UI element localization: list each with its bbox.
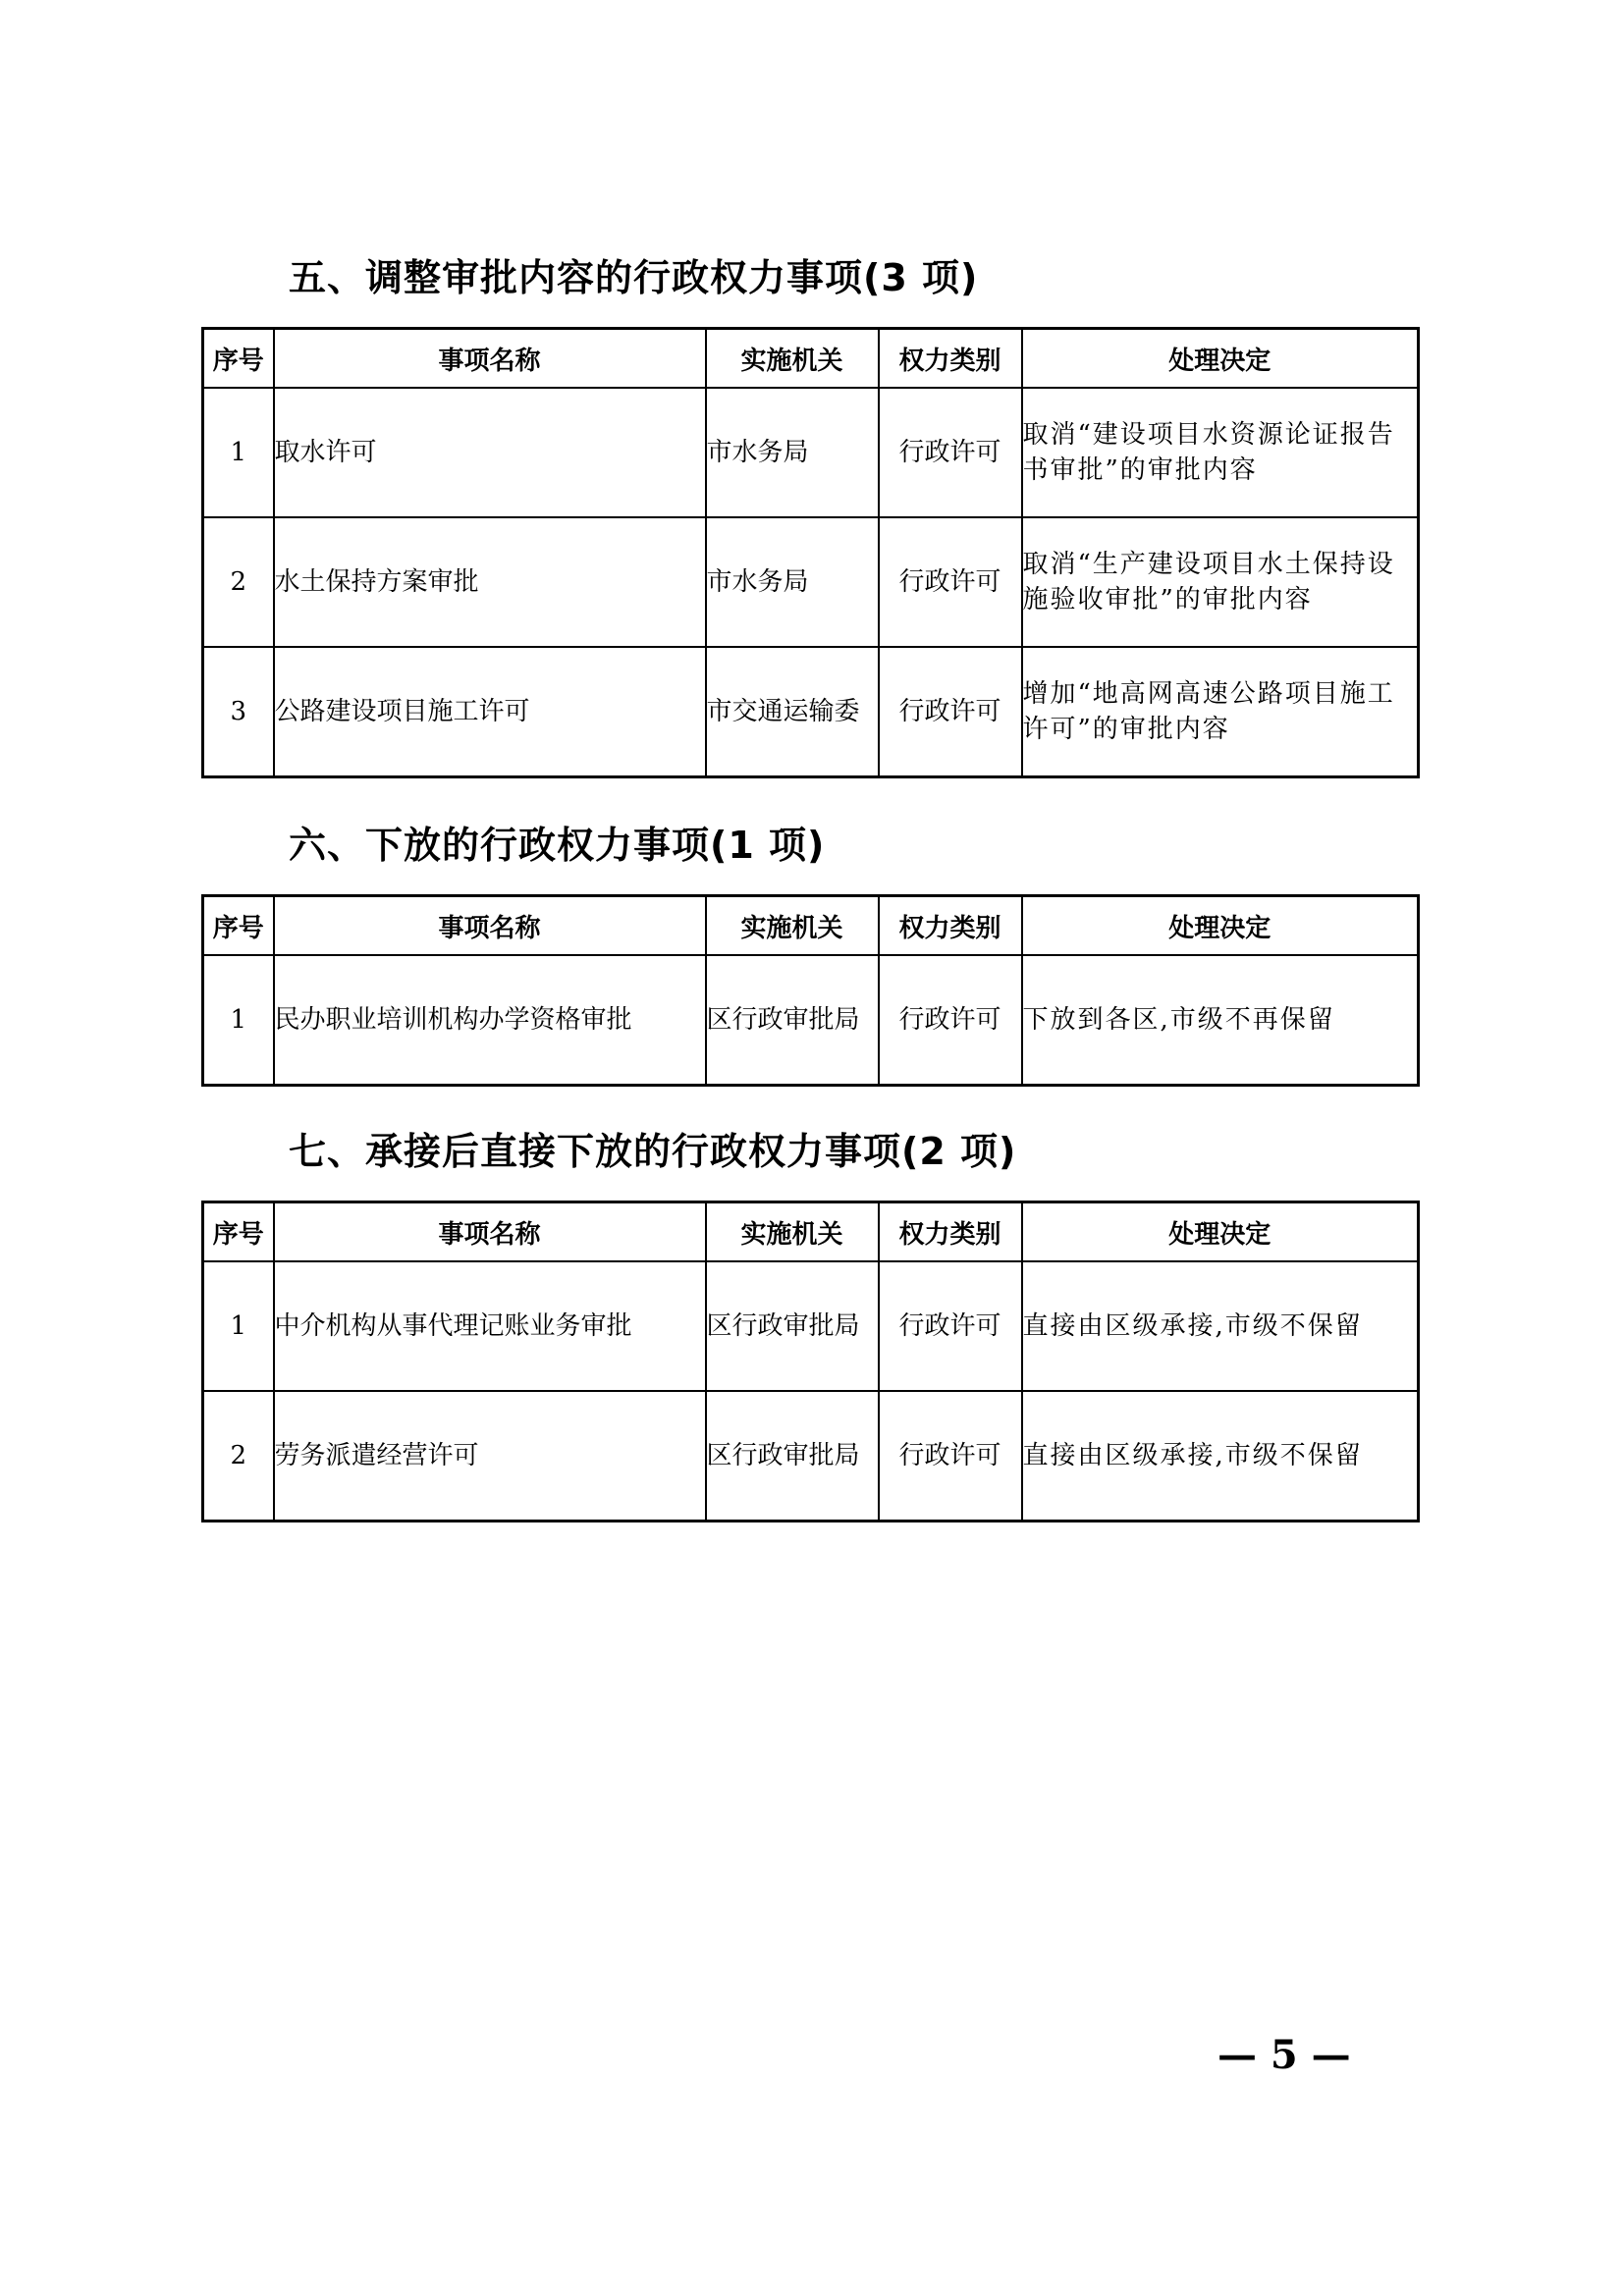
cell-agency: 区行政审批局: [706, 955, 879, 1086]
section-5-heading: 五、调整审批内容的行政权力事项(3 项): [289, 256, 979, 299]
cell-no: 1: [203, 1261, 274, 1391]
section-7-table: [201, 1201, 1420, 1522]
col-header-type: 权力类别: [879, 896, 1022, 956]
header-row: [203, 329, 1419, 389]
col-header-name: 事项名称: [274, 896, 706, 956]
section-6-table: [201, 894, 1420, 1087]
col-header-no: 序号: [203, 329, 274, 389]
col-header-decision: 处理决定: [1022, 329, 1419, 389]
cell-type: 行政许可: [879, 1391, 1022, 1522]
table-row: [203, 1391, 1419, 1522]
cell-decision: 直接由区级承接,市级不保留: [1022, 1261, 1419, 1391]
section-6-heading: 六、下放的行政权力事项(1 项): [289, 824, 826, 867]
table-row: [203, 517, 1419, 647]
col-header-name: 事项名称: [274, 329, 706, 389]
col-header-type: 权力类别: [879, 1202, 1022, 1262]
cell-name: 水土保持方案审批: [274, 517, 706, 647]
col-header-type: 权力类别: [879, 329, 1022, 389]
col-header-decision: 处理决定: [1022, 896, 1419, 956]
col-header-decision: 处理决定: [1022, 1202, 1419, 1262]
header-row: [203, 1202, 1419, 1262]
cell-name: 中介机构从事代理记账业务审批: [274, 1261, 706, 1391]
cell-no: 3: [203, 647, 274, 777]
table-row: [203, 955, 1419, 1086]
table-row: [203, 647, 1419, 777]
cell-agency: 市水务局: [706, 517, 879, 647]
section-7-heading: 七、承接后直接下放的行政权力事项(2 项): [289, 1130, 1017, 1173]
cell-name: 民办职业培训机构办学资格审批: [274, 955, 706, 1086]
col-header-agency: 实施机关: [706, 329, 879, 389]
cell-decision: 取消“生产建设项目水土保持设施验收审批”的审批内容: [1022, 517, 1419, 647]
cell-name: 劳务派遣经营许可: [274, 1391, 706, 1522]
cell-type: 行政许可: [879, 1261, 1022, 1391]
cell-agency: 市交通运输委: [706, 647, 879, 777]
cell-name: 取水许可: [274, 388, 706, 517]
section-5-table: [201, 327, 1420, 778]
page-number: — 5 —: [1217, 2032, 1351, 2078]
cell-type: 行政许可: [879, 955, 1022, 1086]
cell-agency: 市水务局: [706, 388, 879, 517]
table-row: [203, 388, 1419, 517]
cell-name: 公路建设项目施工许可: [274, 647, 706, 777]
table-row: [203, 1261, 1419, 1391]
cell-agency: 区行政审批局: [706, 1391, 879, 1522]
cell-no: 2: [203, 517, 274, 647]
cell-type: 行政许可: [879, 647, 1022, 777]
cell-no: 1: [203, 955, 274, 1086]
cell-no: 2: [203, 1391, 274, 1522]
header-row: [203, 896, 1419, 956]
cell-no: 1: [203, 388, 274, 517]
cell-agency: 区行政审批局: [706, 1261, 879, 1391]
cell-type: 行政许可: [879, 517, 1022, 647]
cell-decision: 取消“建设项目水资源论证报告书审批”的审批内容: [1022, 388, 1419, 517]
col-header-agency: 实施机关: [706, 1202, 879, 1262]
cell-type: 行政许可: [879, 388, 1022, 517]
cell-decision: 增加“地高网高速公路项目施工许可”的审批内容: [1022, 647, 1419, 777]
cell-decision: 下放到各区,市级不再保留: [1022, 955, 1419, 1086]
col-header-no: 序号: [203, 1202, 274, 1262]
col-header-no: 序号: [203, 896, 274, 956]
col-header-name: 事项名称: [274, 1202, 706, 1262]
cell-decision: 直接由区级承接,市级不保留: [1022, 1391, 1419, 1522]
col-header-agency: 实施机关: [706, 896, 879, 956]
